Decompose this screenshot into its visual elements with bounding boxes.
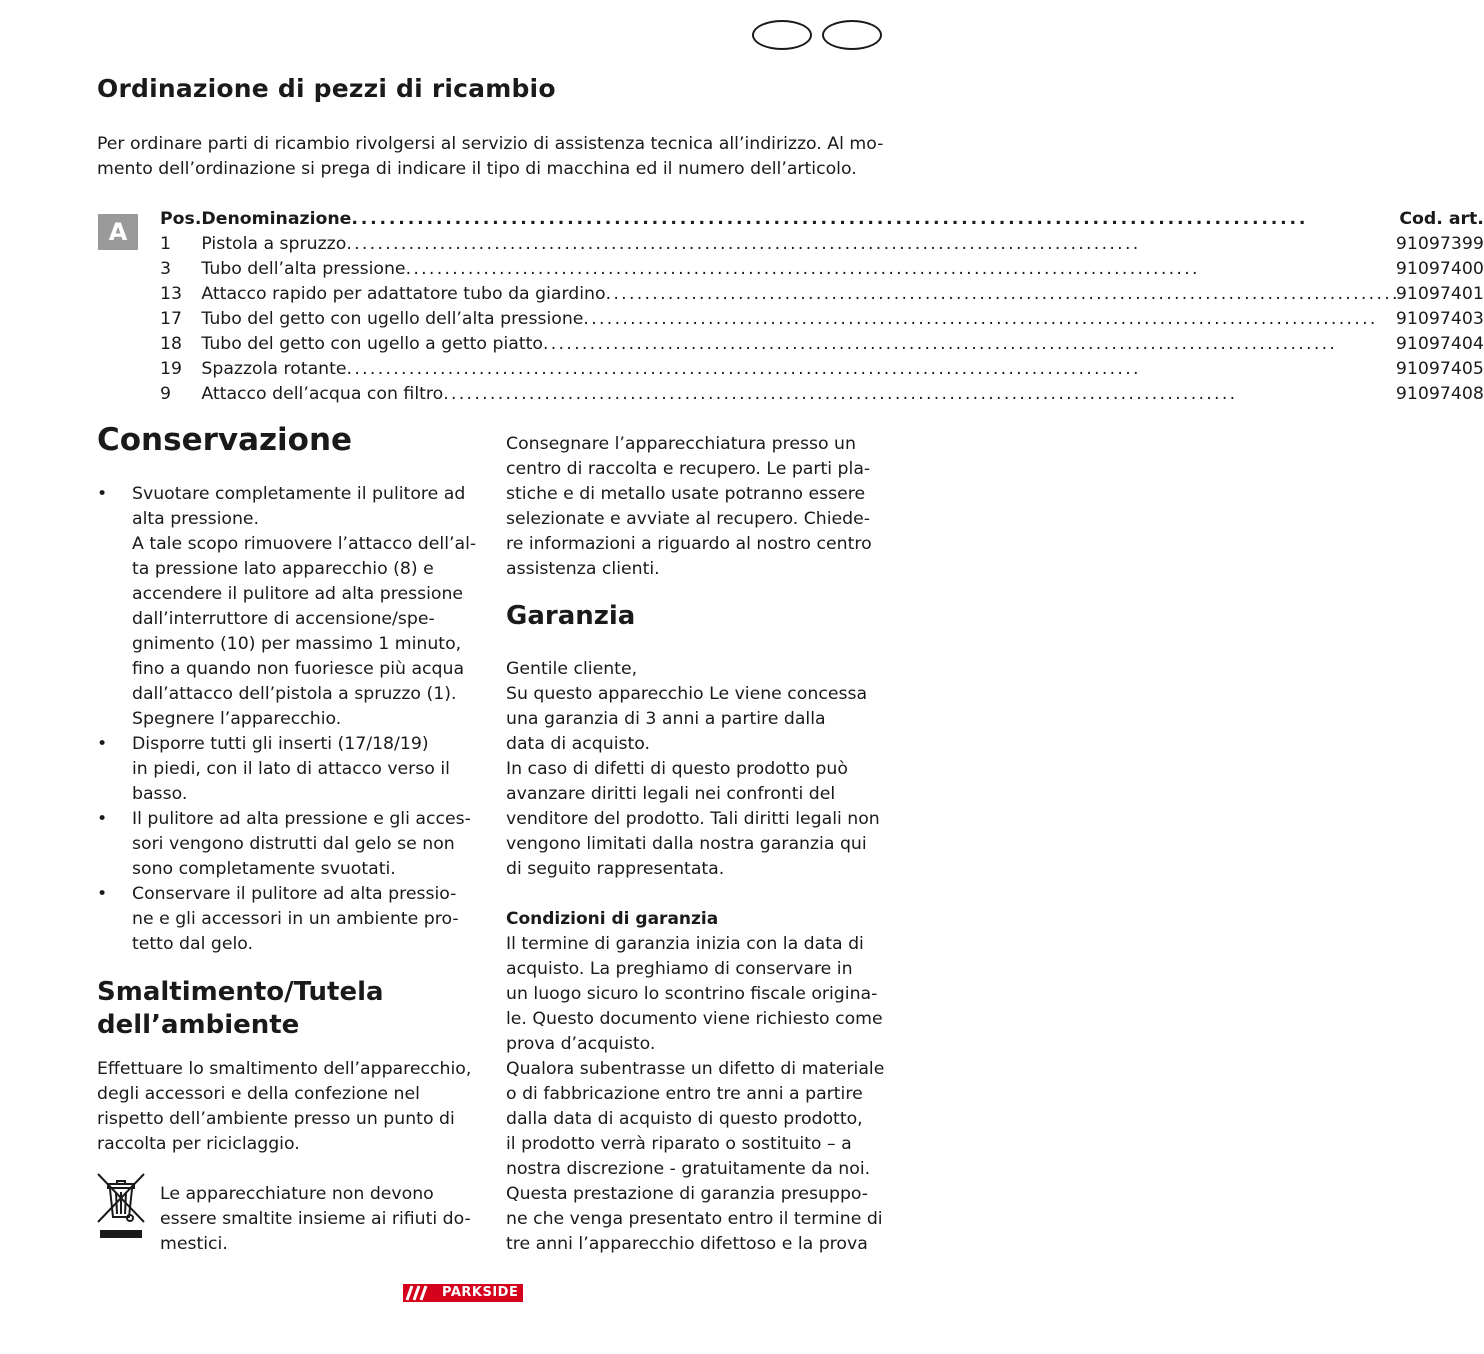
bullet-line: in piedi, con il lato di attacco verso il: [132, 759, 450, 779]
para-line: una garanzia di 3 anni a partire dalla: [506, 709, 826, 729]
para-line: vengono limitati dalla nostra garanzia qui: [506, 834, 867, 854]
row-pos: 9: [160, 384, 171, 404]
intro-line: Per ordinare parti di ricambio rivolgersi al servizio di assistenza tecnica all’indirizzo. Al mo-: [97, 134, 884, 154]
para-line: Consegnare l’apparecchiatura presso un: [506, 434, 856, 454]
smaltimento-title: [97, 976, 384, 1042]
row-pos: 17: [160, 309, 182, 329]
row-name: Spazzola rotante: [201, 359, 347, 379]
garanzia-title: Garanzia: [506, 601, 636, 631]
para-line: nostra discrezione - gratuitamente da noi.: [506, 1159, 871, 1179]
intro-line: mento dell’ordinazione si prega di indicare il tipo di macchina ed il numero dell’articolo.: [97, 159, 857, 179]
para-line: Su questo apparecchio Le viene concessa: [506, 684, 868, 704]
bullet-line: dall’attacco dell’pistola a spruzzo (1).: [132, 684, 457, 704]
table-row: [160, 357, 1484, 382]
para-line: un luogo sicuro lo scontrino fiscale origina-: [506, 984, 878, 1004]
table-row: [160, 232, 1484, 257]
bullet-line: sori vengono distrutti dal gelo se non: [132, 834, 455, 854]
table-row: [160, 307, 1484, 332]
row-code: 91097403: [1395, 309, 1484, 329]
parkside-logo: [403, 1284, 551, 1302]
row-name: Tubo del getto con ugello a getto piatto: [201, 334, 543, 354]
row-pos: 13: [160, 284, 182, 304]
logo-stripes-icon: [403, 1284, 437, 1302]
row-name: Attacco dell’acqua con filtro: [201, 384, 444, 404]
bullet-line: accendere il pulitore ad alta pressione: [132, 584, 464, 604]
para-line: Effettuare lo smaltimento dell’apparecchio,: [97, 1059, 472, 1079]
row-code: 91097399: [1395, 234, 1484, 254]
table-header-row: [160, 207, 1484, 232]
smaltimento-right-paragraph: [506, 432, 896, 582]
list-item: [97, 807, 487, 882]
para-line: di seguito rappresentata.: [506, 859, 725, 879]
row-pos: 19: [160, 359, 182, 379]
table-row: [160, 257, 1484, 282]
bullet-line: ta pressione lato apparecchio (8) e: [132, 559, 434, 579]
row-code: 91097404: [1395, 334, 1484, 354]
para-line: centro di raccolta e recupero. Le parti pla-: [506, 459, 871, 479]
para-line: Questa prestazione di garanzia presuppo-: [506, 1184, 869, 1204]
weee-line: essere smaltite insieme ai rifiuti do-: [160, 1209, 471, 1229]
bullet-line: • Conservare il pulitore ad alta pressio-: [132, 884, 457, 904]
bullet-line: Spegnere l’apparecchio.: [132, 709, 342, 729]
para-line: tre anni l’apparecchio difettoso e la prova: [506, 1234, 868, 1254]
para-line: le. Questo documento viene richiesto come: [506, 1009, 883, 1029]
para-line: degli accessori e della confezione nel: [97, 1084, 420, 1104]
row-code: 91097400: [1395, 259, 1484, 279]
header-name: Denominazione: [201, 209, 352, 229]
bullet-line: • Svuotare completamente il pulitore ad: [132, 484, 466, 504]
para-line: acquisto. La preghiamo di conservare in: [506, 959, 853, 979]
para-line: venditore del prodotto. Tali diritti legali non: [506, 809, 880, 829]
spare-parts-table: [160, 207, 1484, 407]
bullet-line: ne e gli accessori in un ambiente pro-: [132, 909, 459, 929]
para-line: il prodotto verrà riparato o sostituito – a: [506, 1134, 852, 1154]
row-pos: 3: [160, 259, 171, 279]
table-row: [160, 282, 1484, 307]
title-line: dell’ambiente: [97, 1010, 300, 1040]
bullet-line: • Disporre tutti gli inserti (17/18/19): [132, 734, 429, 754]
row-name: Tubo del getto con ugello dell’alta pressione: [201, 309, 584, 329]
para-line: data di acquisto.: [506, 734, 651, 754]
para-line: o di fabbricazione entro tre anni a partire: [506, 1084, 863, 1104]
para-line: avanzare diritti legali nei confronti del: [506, 784, 836, 804]
list-item: [97, 882, 487, 957]
para-line: re informazioni a riguardo al nostro centro: [506, 534, 872, 554]
weee-text: [160, 1182, 490, 1257]
smaltimento-paragraph: [97, 1057, 487, 1157]
language-indicators: [752, 20, 882, 50]
language-oval-1: [752, 20, 812, 50]
row-name: Attacco rapido per adattatore tubo da giardino: [201, 284, 606, 304]
weee-crossed-bin-icon: [96, 1172, 146, 1242]
para-line: Il termine di garanzia inizia con la data di: [506, 934, 864, 954]
para-line: prova d’acquisto.: [506, 1034, 656, 1054]
row-code: 91097401: [1395, 284, 1484, 304]
weee-line: Le apparecchiature non devono: [160, 1184, 434, 1204]
logo-brand-text: PARKSIDE: [437, 1284, 523, 1302]
table-row: [160, 332, 1484, 357]
title-line: Smaltimento/Tutela: [97, 977, 384, 1007]
ordering-title: Ordinazione di pezzi di ricambio: [97, 74, 556, 103]
header-pos: Pos.: [160, 209, 202, 229]
bullet-line: fino a quando non fuoriesce più acqua: [132, 659, 465, 679]
row-code: 91097408: [1395, 384, 1484, 404]
bullet-line: tetto dal gelo.: [132, 934, 254, 954]
bullet-line: • Il pulitore ad alta pressione e gli acces-: [132, 809, 471, 829]
para-line: ne che venga presentato entro il termine di: [506, 1209, 883, 1229]
bullet-line: A tale scopo rimuovere l’attacco dell’al-: [132, 534, 477, 554]
para-line: In caso di difetti di questo prodotto può: [506, 759, 848, 779]
bullet-line: alta pressione.: [132, 509, 260, 529]
para-line: raccolta per riciclaggio.: [97, 1134, 300, 1154]
para-line: dalla data di acquisto di questo prodotto,: [506, 1109, 863, 1129]
bullet-line: sono completamente svuotati.: [132, 859, 396, 879]
row-name: Tubo dell’alta pressione: [201, 259, 406, 279]
conservazione-list: [97, 482, 487, 957]
para-line: rispetto dell’ambiente presso un punto di: [97, 1109, 455, 1129]
bullet-line: dall’interruttore di accensione/spe-: [132, 609, 435, 629]
para-line: assistenza clienti.: [506, 559, 660, 579]
bullet-line: basso.: [132, 784, 188, 804]
garanzia-body: [506, 932, 906, 1257]
row-pos: 18: [160, 334, 182, 354]
weee-line: mestici.: [160, 1234, 228, 1254]
header-code: Cod. art.: [1399, 209, 1484, 229]
para-line: selezionate e avviate al recupero. Chiede-: [506, 509, 870, 529]
garanzia-intro: [506, 657, 906, 882]
bullet-line: gnimento (10) per massimo 1 minuto,: [132, 634, 462, 654]
para-line: Gentile cliente,: [506, 659, 638, 679]
list-item: [97, 482, 487, 732]
row-pos: 1: [160, 234, 171, 254]
ordering-intro: [97, 132, 897, 182]
para-line: stiche e di metallo usate potranno essere: [506, 484, 866, 504]
list-item: [97, 732, 487, 807]
row-code: 91097405: [1395, 359, 1484, 379]
table-row: [160, 382, 1484, 407]
garanzia-subtitle: Condizioni di garanzia: [506, 909, 719, 929]
language-oval-2: [822, 20, 882, 50]
para-line: Qualora subentrasse un difetto di materiale: [506, 1059, 885, 1079]
figure-badge: A: [98, 214, 138, 250]
conservazione-title: Conservazione: [97, 422, 353, 458]
row-name: Pistola a spruzzo: [201, 234, 347, 254]
